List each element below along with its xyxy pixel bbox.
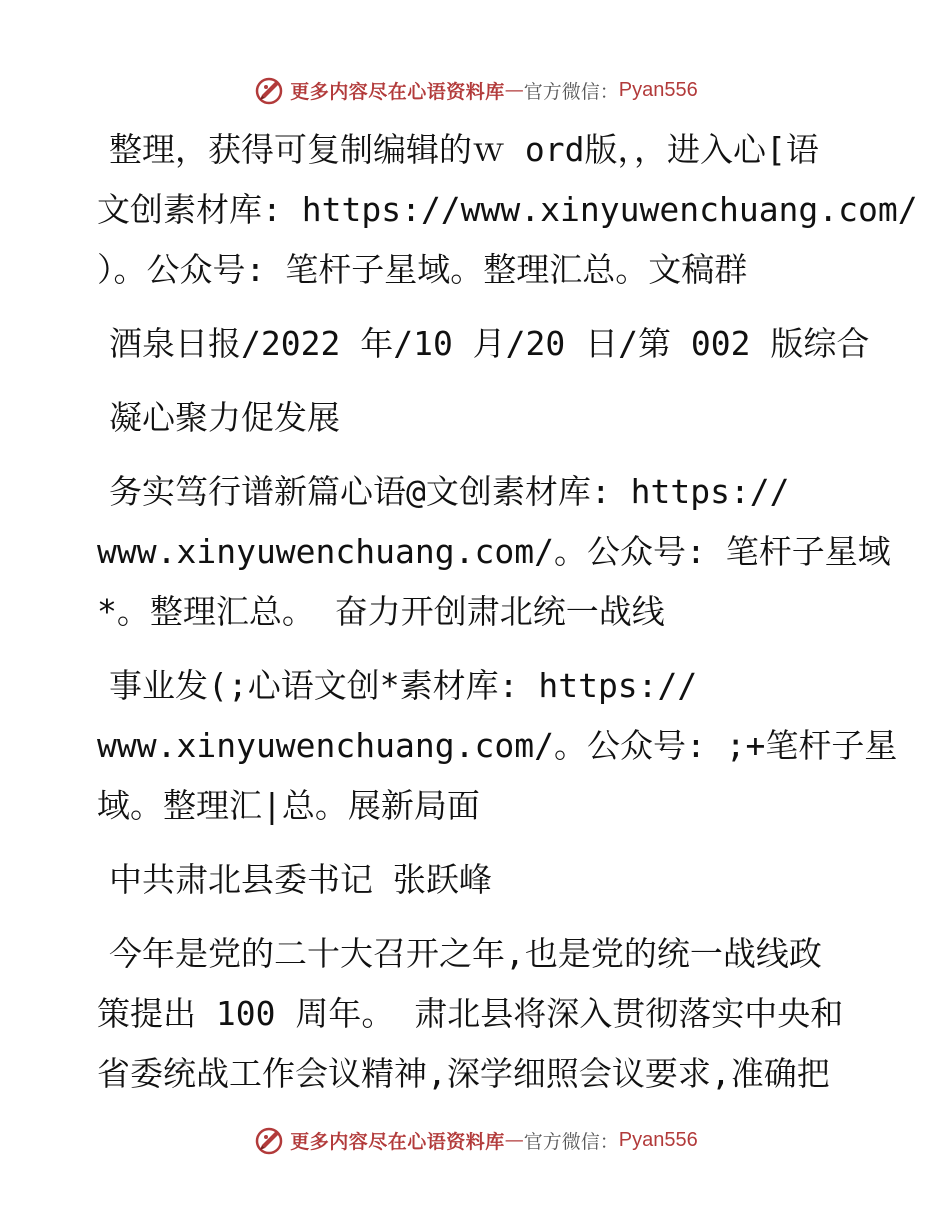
- watermark-separator: —: [504, 1129, 524, 1151]
- text-line: 整理，获得可复制编辑的ｗ ord版，，进入心[语: [109, 130, 819, 169]
- document-body: [97, 120, 918, 1104]
- watermark-separator: —: [504, 79, 524, 101]
- text-line: www.xinyuwenchuang.com/。公众号: 笔杆子星域: [97, 532, 891, 571]
- header-watermark: [0, 70, 950, 110]
- watermark-wechat-id: Pyan556: [618, 1128, 698, 1151]
- article-title-line: 务实笃行谱新篇心语@文创素材库: https://: [109, 472, 790, 511]
- pen-logo-icon: [252, 1123, 286, 1157]
- author-line: 中共肃北县委书记 张跃峰: [109, 860, 492, 899]
- body-paragraph-line: 策提出 100 周年。 肃北县将深入贯彻落实中央和: [97, 994, 844, 1033]
- watermark-label: 官方微信：: [523, 80, 619, 103]
- text-line: 文创素材库: https://www.xinyuwenchuang.com/: [97, 190, 918, 229]
- text-line: *。整理汇总。 奋力开创肃北统一战线: [97, 592, 665, 631]
- watermark-main-text: 更多内容尽在心语资料库: [290, 1130, 505, 1153]
- footer-watermark: [0, 1120, 950, 1160]
- watermark-label: 官方微信：: [523, 1130, 619, 1153]
- watermark-main-text: 更多内容尽在心语资料库: [290, 80, 505, 103]
- text-line: www.xinyuwenchuang.com/。公众号: ;+笔杆子星: [97, 726, 898, 765]
- watermark-wechat-id: Pyan556: [618, 78, 698, 101]
- body-paragraph-line: 今年是党的二十大召开之年,也是党的统一战线政: [109, 934, 822, 973]
- pen-logo-icon: [252, 73, 286, 107]
- newspaper-source-line: 酒泉日报/2022 年/10 月/20 日/第 002 版综合: [109, 324, 870, 363]
- article-subtitle: 凝心聚力促发展: [109, 398, 340, 437]
- body-paragraph-line: 省委统战工作会议精神,深学细照会议要求,准确把: [97, 1054, 830, 1093]
- text-line: 事业发(;心语文创*素材库: https://: [109, 666, 698, 705]
- text-line: ）。公众号: 笔杆子星域。整理汇总。文稿群: [97, 250, 748, 289]
- text-line: 域。整理汇|总。展新局面: [97, 786, 480, 825]
